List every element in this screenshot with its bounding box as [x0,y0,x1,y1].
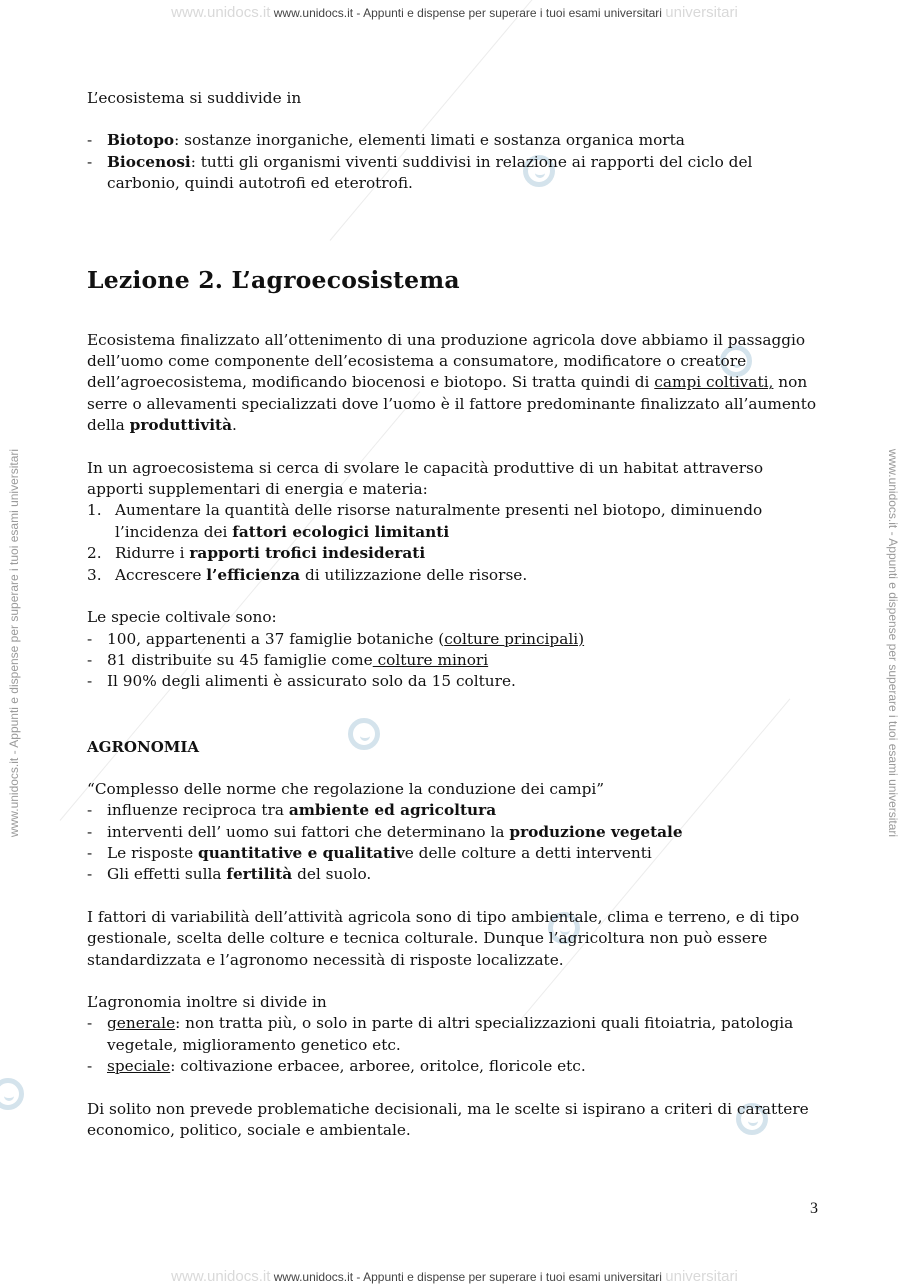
text-run: Aumentare la quantità delle risorse naturalmente presenti nel biotopo, diminuendo l’incidenza dei [115,501,763,541]
bold-text: fattori ecologici limitanti [232,522,450,541]
text-run: : coltivazione erbacee, arboree, oritolce, floricole etc. [170,1057,586,1076]
list-item [87,500,822,543]
factors-paragraph: I fattori di variabilità dell’attività agricola sono di tipo ambientale, clima e terreno, e di tipo gestionale, scelta delle colture e tecnica colturale. Dunque l’agricoltura non può essere standardizzata e l’agronomo necessità di risposte localizzate. [87,907,800,969]
species-list [87,629,822,693]
watermark-footer-text: www.unidocs.it - Appunti e dispense per superare i tuoi esami universitari [273,1270,662,1284]
watermark-right-side: www.unidocs.it - Appunti e dispense per superare i tuoi esami universitari [886,448,900,838]
lesson-paragraph-1 [87,330,822,437]
document-body [87,88,822,1141]
list-item [87,543,822,564]
text-run: Le risposte [107,843,199,862]
text-run: interventi dell’ uomo sui fattori che determinano la [107,822,510,841]
list-number: 3. [87,565,102,584]
list-number: 2. [87,544,102,563]
list-item [87,650,822,671]
list-item [87,671,822,692]
term-biotopo: Biotopo [107,131,175,150]
underlined-text: generale [107,1014,176,1033]
bold-text: produttività [129,416,233,435]
underlined-text: campi coltivati, [654,373,774,392]
text-run: . [232,416,237,435]
text-run: non serre o allevamenti specializzati dove l’uomo è il fattore predominante finalizzato all’aumento della [87,373,817,435]
bold-text: ambiente ed agricoltura [288,801,497,820]
agronomia-quote: “Complesso delle norme che regolazione la conduzione dei campi” [87,779,605,798]
underlined-text: colture principali) [444,629,585,648]
text-run: 81 distribuite su 45 famiglie come [107,650,373,669]
intro-line: L’ecosistema si suddivide in [87,89,302,107]
divides-list [87,1013,822,1077]
definition-text: : tutti gli organismi viventi suddivisi in relazione ai rapporti del ciclo del carbonio, quindi autotrofi ed eterotrofi. [107,152,753,193]
page-number: 3 [810,1200,818,1217]
list-item [87,843,822,864]
text-run: di utilizzazione delle risorse. [300,565,528,584]
text-run: Ecosistema finalizzato all’ottenimento di una produzione agricola dove abbiamo il passaggio dell’uomo come componente dell’ecosistema a consumatore, modificatore o creatore dell’agroecosistema, modificando biocenosi e biotopo. Si tratta quindi di [87,330,806,392]
bold-text: produzione vegetale [509,822,683,841]
text-run: Il 90% degli alimenti è assicurato solo da 15 colture. [107,672,516,691]
text-run: Gli effetti sulla [107,865,227,884]
underlined-text: speciale [107,1057,171,1076]
definition-text: : sostanze inorganiche, elementi limati e sostanza organica morta [174,131,685,150]
text-run: e delle colture a detti interventi [404,843,652,862]
list-item [87,152,822,195]
list-item [87,800,822,821]
list-item [87,1013,822,1056]
lesson-paragraph-2: In un agroecosistema si cerca di svolare le capacità produttive di un habitat attraverso apporti supplementari di energia e materia: [87,458,764,499]
text-run: 100, appartenenti a 37 famiglie botaniche ( [107,629,445,648]
divides-intro: L’agronomia inoltre si divide in [87,992,327,1011]
lesson-title: Lezione 2. L’agroecosistema [87,265,460,294]
bold-text: rapporti trofici indesiderati [189,544,426,563]
watermark-ghost-right: universitari [665,4,738,21]
term-biocenosi: Biocenosi [107,152,191,171]
watermark-ghost-left: www.unidocs.it [171,1268,271,1285]
species-intro: Le specie coltivale sono: [87,608,277,627]
watermark-ghost-right: universitari [665,1268,738,1285]
watermark-left-side: www.unidocs.it - Appunti e dispense per superare i tuoi esami universitari [7,448,21,838]
text-run: del suolo. [292,865,372,884]
watermark-ghost-left: www.unidocs.it [171,4,271,21]
intro-list [87,130,822,194]
bold-text: l’efficienza [206,565,301,584]
list-number: 1. [87,501,102,520]
list-item [87,822,822,843]
list-item [87,1056,822,1077]
list-item [87,565,822,586]
list-item [87,130,822,151]
bold-text: fertilità [226,865,293,884]
steps-list [87,500,822,586]
watermark-footer [0,1268,909,1285]
underlined-text: colture minori [372,650,489,669]
text-run: Accrescere [115,565,207,584]
list-item [87,864,822,885]
watermark-header-text: www.unidocs.it - Appunti e dispense per superare i tuoi esami universitari [273,6,662,20]
list-item [87,629,822,650]
bold-text: quantitative e qualitativ [198,843,405,862]
agronomia-list [87,800,822,886]
text-run: influenze reciproca tra [107,801,289,820]
watermark-logo-icon [0,1078,24,1110]
final-paragraph: Di solito non prevede problematiche decisionali, ma le scelte si ispirano a criteri di carattere economico, politico, sociale e ambientale. [87,1099,809,1139]
text-run: Ridurre i [115,544,190,563]
section-heading-agronomia: AGRONOMIA [87,737,200,756]
watermark-header [0,4,909,21]
text-run: : non tratta più, o solo in parte di altri specializzazioni quali fitoiatria, patologia vegetale, miglioramento genetico etc. [107,1014,794,1054]
